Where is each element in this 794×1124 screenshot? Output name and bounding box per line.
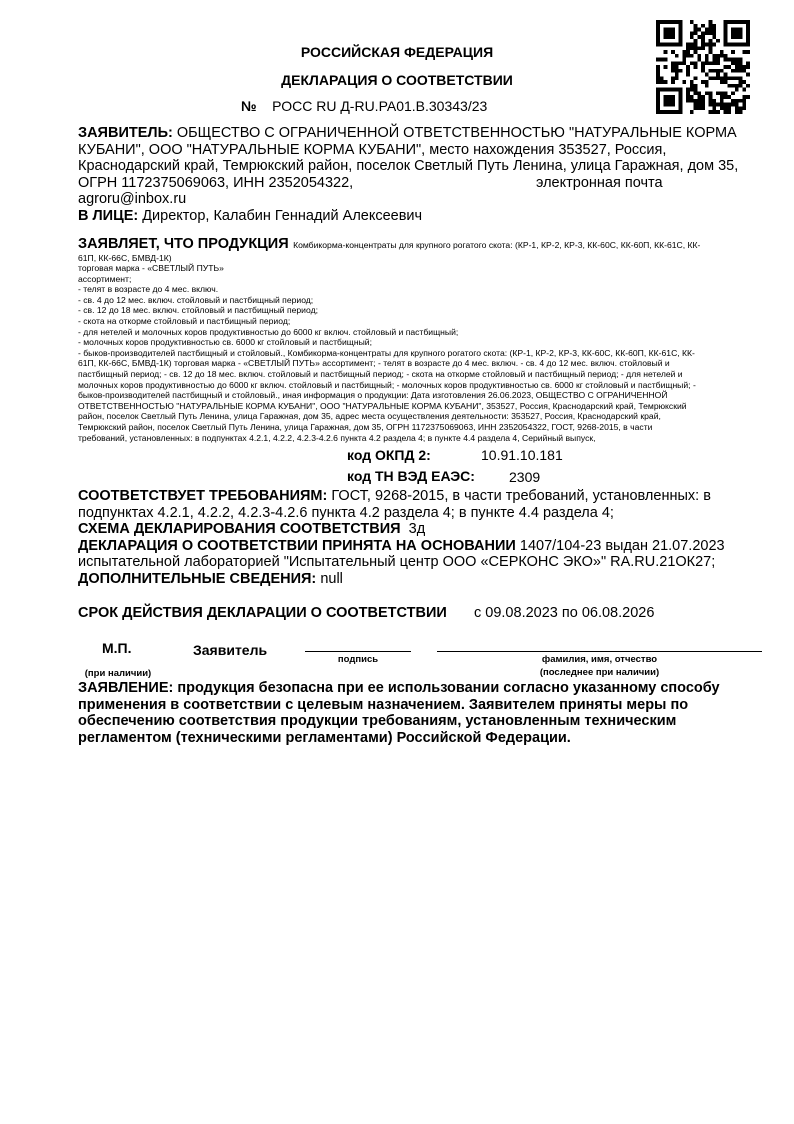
additional-value: null	[320, 570, 343, 587]
statement-line: ЗАЯВЛЕНИЕ: продукция безопасна при ее использовании согласно указанному способу	[78, 680, 720, 696]
product-line: - телят в возрасте до 4 мес. включ.	[78, 284, 219, 295]
statement-line: обеспечению соответствия продукции требованиям, установленным техническим	[78, 713, 677, 729]
product-label: ЗАЯВЛЯЕТ, ЧТО ПРОДУКЦИЯ	[78, 236, 289, 252]
statement-block	[78, 680, 768, 746]
product-block	[78, 236, 750, 443]
applicant-line3: Краснодарский край, Темрюкский район, поселок Светлый Путь Ленина, улица Гаражная, дом 35,	[78, 158, 739, 174]
product-line: - св. 12 до 18 мес. включ. стойловый и пастбищный период;	[78, 305, 318, 316]
product-line: - для нетелей и молочных коров продуктивностью до 6000 кг включ. стойловый и пастбищный;	[78, 326, 459, 337]
basis-label: ДЕКЛАРАЦИЯ О СООТВЕТСТВИИ ПРИНЯТА НА ОСНОВАНИИ	[78, 537, 516, 554]
product-line: - св. 4 до 12 мес. включ. стойловый и пастбищный период;	[78, 294, 314, 305]
qr-code-icon	[656, 20, 750, 114]
scheme-label: СХЕМА ДЕКЛАРИРОВАНИЯ СООТВЕТСТВИЯ	[78, 521, 401, 537]
product-line: - скота на откорме стойловый и пастбищный период;	[78, 316, 291, 327]
applicant-email: agroru@inbox.ru	[78, 191, 187, 207]
name-caption: фамилия, имя, отчество	[541, 654, 658, 665]
name-note: (последнее при наличии)	[539, 667, 660, 678]
product-line: быков-производителей пастбищный и стойловый., иная информация о продукции: Дата изготовления 26.06.2023, ОБЩЕСТВО С ОГРАНИЧЕННОЙ	[78, 390, 668, 401]
applicant-line4: ОГРН 1172375069063, ИНН 2352054322,	[78, 174, 354, 191]
requirements-line2: подпунктах 4.2.1, 4.2.2, 4.2.3-4.2.6 пункта 4.2 раздела 4; в пункте 4.4 раздела 4;	[78, 504, 614, 521]
validity-value: с 09.08.2023 по 06.08.2026	[474, 605, 655, 621]
mp-note: (при наличии)	[84, 668, 152, 679]
product-line: 61П, КК-66С, БМВД-1К)	[78, 252, 172, 263]
document-title: ДЕКЛАРАЦИЯ О СООТВЕТСТВИИ	[281, 72, 513, 88]
declaration-number	[241, 98, 487, 114]
okpd-value: 10.91.10.181	[481, 447, 563, 463]
product-line: ассортимент;	[78, 273, 132, 284]
basis-value: 1407/104-23 выдан 21.07.2023	[519, 537, 725, 554]
number-value: РОСС RU Д-RU.PA01.B.30343/23	[272, 98, 488, 114]
product-line: 61П, КК-66С, БМВД-1К) торговая марка - «СВЕТЛЫЙ ПУТЬ» ассортимент; - телят в возрасте до 4 мес. включ. - св. 4 до 12 мес. включ. стойловый и	[78, 358, 670, 369]
tnved-label: код ТН ВЭД ЕАЭС:	[347, 468, 475, 484]
signature-line	[305, 651, 411, 652]
product-line: - быков-производителей пастбищный и стойловый., Комбикорма-концентраты для крупного рогатого скота: (КР-1, КР-2, КР-3, КК-60С, КК-60П, КК-61С, КК-	[78, 347, 695, 358]
product-line: молочных коров продуктивностью до 6000 кг включ. стойловый и пастбищный; - молочных коров продуктивностью св. 6000 кг стойловый и пастбищный; -	[78, 379, 696, 390]
applicant-line1: ОБЩЕСТВО С ОГРАНИЧЕННОЙ ОТВЕТСТВЕННОСТЬЮ "НАТУРАЛЬНЫЕ КОРМА	[176, 125, 737, 141]
product-line: пастбищный период; - св. 12 до 18 мес. включ. стойловый и пастбищный период; - скота на откорме стойловый и пастбищный период; - для нетелей и	[78, 369, 683, 380]
requirements-line1: ГОСТ, 9268-2015, в части требований, установленных: в	[331, 488, 711, 504]
signature-caption: подпись	[337, 654, 379, 665]
person-label: В ЛИЦЕ:	[78, 207, 139, 224]
person-value: Директор, Калабин Геннадий Алексеевич	[142, 207, 423, 224]
product-line: Темрюкский район, поселок Светлый Путь Ленина, улица Гаражная, дом 35, ОГРН 1172375069063, ИНН 2352054322, ГОСТ, 9268-2015, в части	[78, 422, 653, 432]
product-line: торговая марка - «СВЕТЛЫЙ ПУТЬ»	[78, 263, 224, 274]
tnved-value: 2309	[509, 469, 541, 485]
name-line	[437, 651, 762, 652]
applicant-sign-label: Заявитель	[193, 642, 268, 658]
country-title: РОССИЙСКАЯ ФЕДЕРАЦИЯ	[300, 44, 494, 60]
applicant-line2: КУБАНИ", ООО "НАТУРАЛЬНЫЕ КОРМА КУБАНИ", место нахождения 353527, Россия,	[78, 141, 667, 158]
additional-label: ДОПОЛНИТЕЛЬНЫЕ СВЕДЕНИЯ:	[78, 570, 317, 587]
applicant-block	[78, 125, 768, 224]
requirements-label: СООТВЕТСТВУЕТ ТРЕБОВАНИЯМ:	[78, 488, 328, 504]
mp-label: М.П.	[102, 640, 132, 656]
product-line: - молочных коров продуктивностью св. 6000 кг стойловый и пастбищный;	[78, 337, 372, 348]
number-sign: №	[241, 98, 257, 114]
okpd-label: код ОКПД 2:	[347, 447, 431, 463]
applicant-label: ЗАЯВИТЕЛЬ:	[78, 125, 173, 141]
email-label: электронная почта	[536, 174, 663, 191]
requirements-block	[78, 488, 768, 587]
statement-line: применения в соответствии с целевым назначением. Заявителем приняты меры по	[78, 696, 689, 713]
product-line: Комбикорма-концентраты для крупного рогатого скота: (КР-1, КР-2, КР-3, КК-60С, КК-60П, КК-61С, КК-	[293, 240, 701, 250]
product-line: требований, установленных: в подпунктах 4.2.1, 4.2.2, 4.2.3-4.2.6 пункта 4.2 раздела 4; в пункте 4.4 раздела 4, Серийный выпуск,	[78, 432, 596, 443]
scheme-value: 3д	[408, 521, 426, 537]
statement-line: регламентом (техническими регламентами) Российской Федерации.	[78, 729, 571, 746]
validity-label: СРОК ДЕЙСТВИЯ ДЕКЛАРАЦИИ О СООТВЕТСТВИИ	[78, 605, 447, 621]
product-line: ОТВЕТСТВЕННОСТЬЮ "НАТУРАЛЬНЫЕ КОРМА КУБАНИ", ООО "НАТУРАЛЬНЫЕ КОРМА КУБАНИ", 353527, Россия, Краснодарский край, Темрюкский	[78, 400, 687, 411]
product-line: район, поселок Светлый Путь Ленина, улица Гаражная, дом 35, адрес места осуществления деятельности: 353527, Россия, Краснодарский край,	[78, 411, 661, 422]
basis-line2: испытательной лабораторией "Испытательный центр ООО «СЕРКОНС ЭКО»" RA.RU.21ОК27;	[78, 554, 716, 570]
